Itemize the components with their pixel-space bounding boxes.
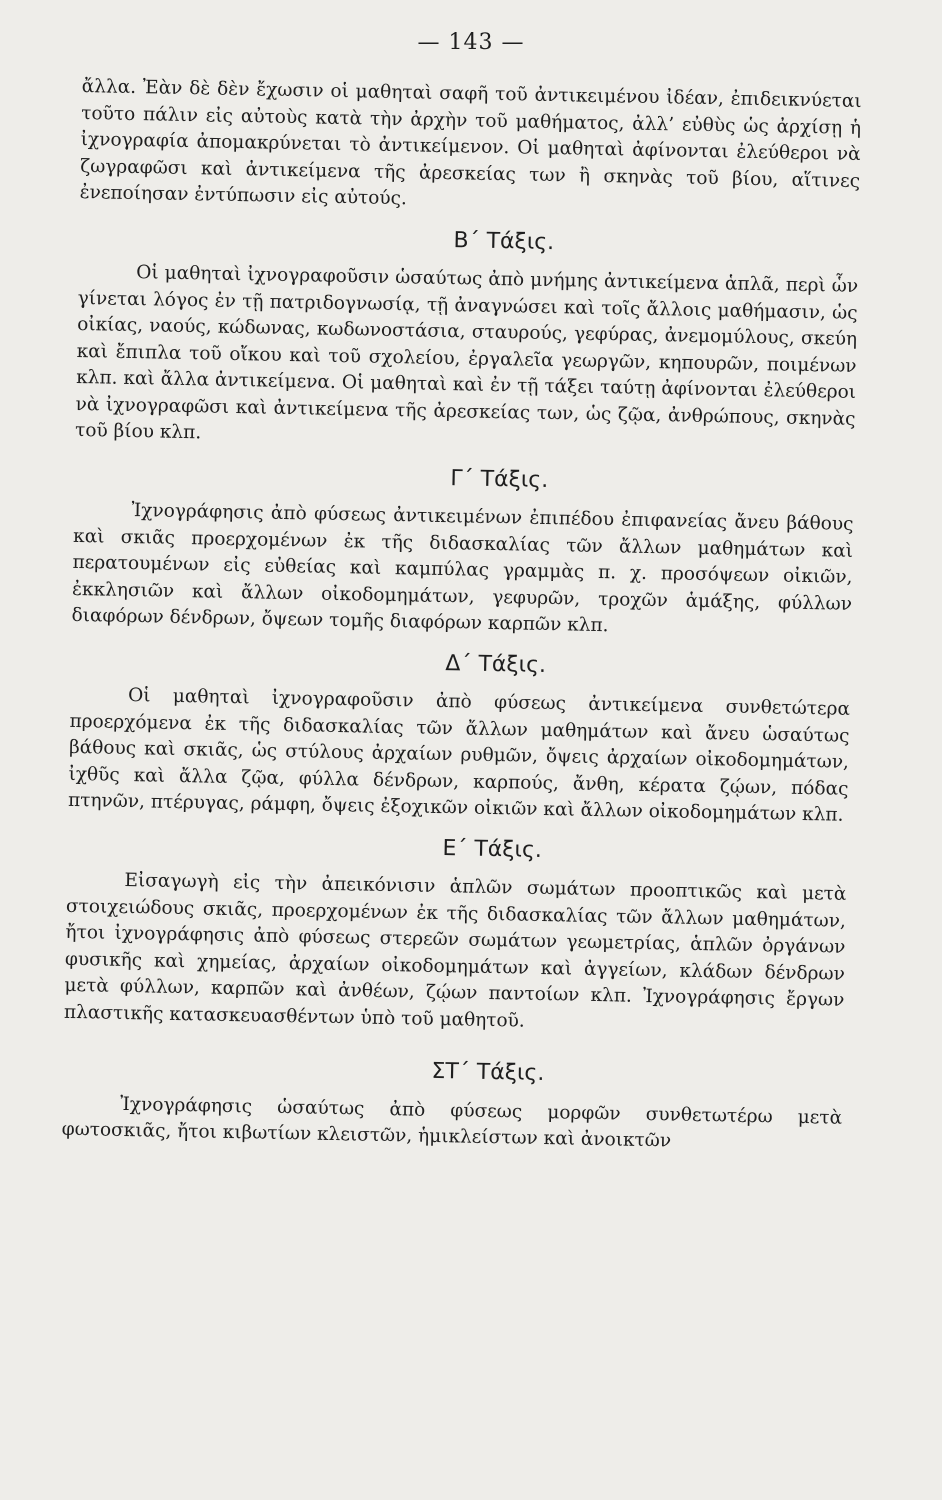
paragraph-class-f: Ἰχνογράφησις ὡσαύτως ἀπὸ φύσεως μορφῶν συνθετωτέρω μετὰ φωτοσκιᾶς, ἤτοι κιβωτίων κλειστῶν, ἡμικλείστων καὶ ἀνοικτῶν: [61, 1093, 843, 1152]
heading-class-b: Β΄ Τάξις.: [453, 227, 555, 255]
paragraph-class-d: Οἱ μαθηταὶ ἰχνογραφοῦσιν ἀπὸ φύσεως ἀντικείμενα συνθετώτερα προερχόμενα ἐκ τῆς διδασκαλίας τῶν ἄλλων μαθημάτων καὶ ἄνευ ὡσαύτως βάθους καὶ σκιᾶς, ὡς στύλους ἀρχαίων ρυθμῶν, ὄψεις ἀρχαίων οἰκοδομημάτων, ἰχθῦς καὶ ἄλλα ζῷα, φύλλα δένδρων, καρπούς, ἄνθη, κέρατα ζῴων, πόδας πτηνῶν, πτέρυγας, ράμφη, ὄψεις ἐξοχικῶν οἰκιῶν καὶ ἄλλων οἰκοδομημάτων κλπ.: [67, 685, 851, 826]
heading-class-f: ΣΤ΄ Τάξις.: [431, 1058, 545, 1087]
page-number: — 143 —: [417, 30, 525, 55]
body-text: [61, 74, 861, 1158]
paragraph-intro: ἄλλα. Ἐὰν δὲ δὲν ἔχωσιν οἱ μαθηταὶ σαφῆ τοῦ ἀντικειμένου ἰδέαν, ἐπιδεικνύεται τοῦτο πάλιν εἰς αὐτοὺς κατὰ τὴν ἀρχὴν τοῦ μαθήματος, ἀλλ’ εὐθὺς ὡς ἀρχίσῃ ἡ ἰχνογραφία ἀπομακρύνεται τὸ ἀντικείμενον. Οἱ μαθηταὶ ἀφίνονται ἐλεύθεροι νὰ ζωγραφῶσι καὶ ἀντικείμενα τῆς ἀρεσκείας των ἢ σκηνὰς τοῦ βίου, αἵτινες ἐνεποίησαν ἐντύπωσιν εἰς αὐτούς.: [79, 75, 862, 210]
paragraph-class-e: Εἰσαγωγὴ εἰς τὴν ἀπεικόνισιν ἁπλῶν σωμάτων προοπτικῶς καὶ μετὰ στοιχειώδους σκιᾶς, προερχομένων ἐκ τῆς διδασκαλίας τῶν ἄλλων μαθημάτων, ἤτοι ἰχνογράφησις ἀπὸ φύσεως στερεῶν σωμάτων γεωμετρίας, ἁπλῶν ὀργάνων φυσικῆς καὶ χημείας, ἀρχαίων οἰκοδομημάτων καὶ ἀγγείων, κλάδων δένδρων μετὰ φύλλων, καρπῶν καὶ ἀνθέων, ζῴων παντοίων κλπ. Ἰχνογράφησις ἔργων πλαστικῆς κατασκευασθέντων ὑπὸ τοῦ μαθητοῦ.: [63, 869, 847, 1032]
heading-class-d: Δ΄ Τάξις.: [445, 650, 547, 678]
paragraph-class-c: Ἰχνογράφησις ἀπὸ φύσεως ἀντικειμένων ἐπιπέδου ἐπιφανείας ἄνευ βάθους καὶ σκιᾶς προερχομένων ἐκ τῆς διδασκαλίας τῶν ἄλλων μαθημάτων καὶ περατουμένων εἰς εὐθείας καὶ καμπύλας γραμμὰς π. χ. προσόψεων οἰκιῶν, ἐκκλησιῶν καὶ ἄλλων οἰκοδομημάτων, γεφυρῶν, τροχῶν ἁμάξης, φύλλων διαφόρων δένδρων, ὄψεων τομῆς διαφόρων καρπῶν κλπ.: [71, 500, 854, 637]
paragraph-class-b: Οἱ μαθηταὶ ἰχνογραφοῦσιν ὡσαύτως ἀπὸ μνήμης ἀντικείμενα ἁπλᾶ, περὶ ὧν γίνεται λόγος ἐν τῇ πατριδογνωσίᾳ, τῇ ἀναγνώσει καὶ τοῖς ἄλλοις μαθήμασιν, ὡς οἰκίας, ναούς, κώδωνας, κωδωνοστάσια, σταυρούς, γεφύρας, ἀνεμομύλους, σκεύη καὶ ἔπιπλα τοῦ οἴκου καὶ τοῦ σχολείου, ἐργαλεῖα γεωργῶν, κηπουρῶν, ποιμένων κλπ. καὶ ἄλλα ἀντικείμενα. Οἱ μαθηταὶ καὶ ἐν τῇ τάξει ταύτῃ ἀφίνονται ἐλεύθεροι νὰ ἰχνογραφῶσι καὶ ἀντικείμενα τῆς ἀρεσκείας των, ὡς ζῷα, ἀνθρώπους, σκηνὰς τοῦ βίου κλπ.: [74, 262, 859, 444]
heading-class-e: Ε΄ Τάξις.: [442, 835, 543, 863]
heading-class-c: Γ΄ Τάξις.: [450, 465, 549, 493]
